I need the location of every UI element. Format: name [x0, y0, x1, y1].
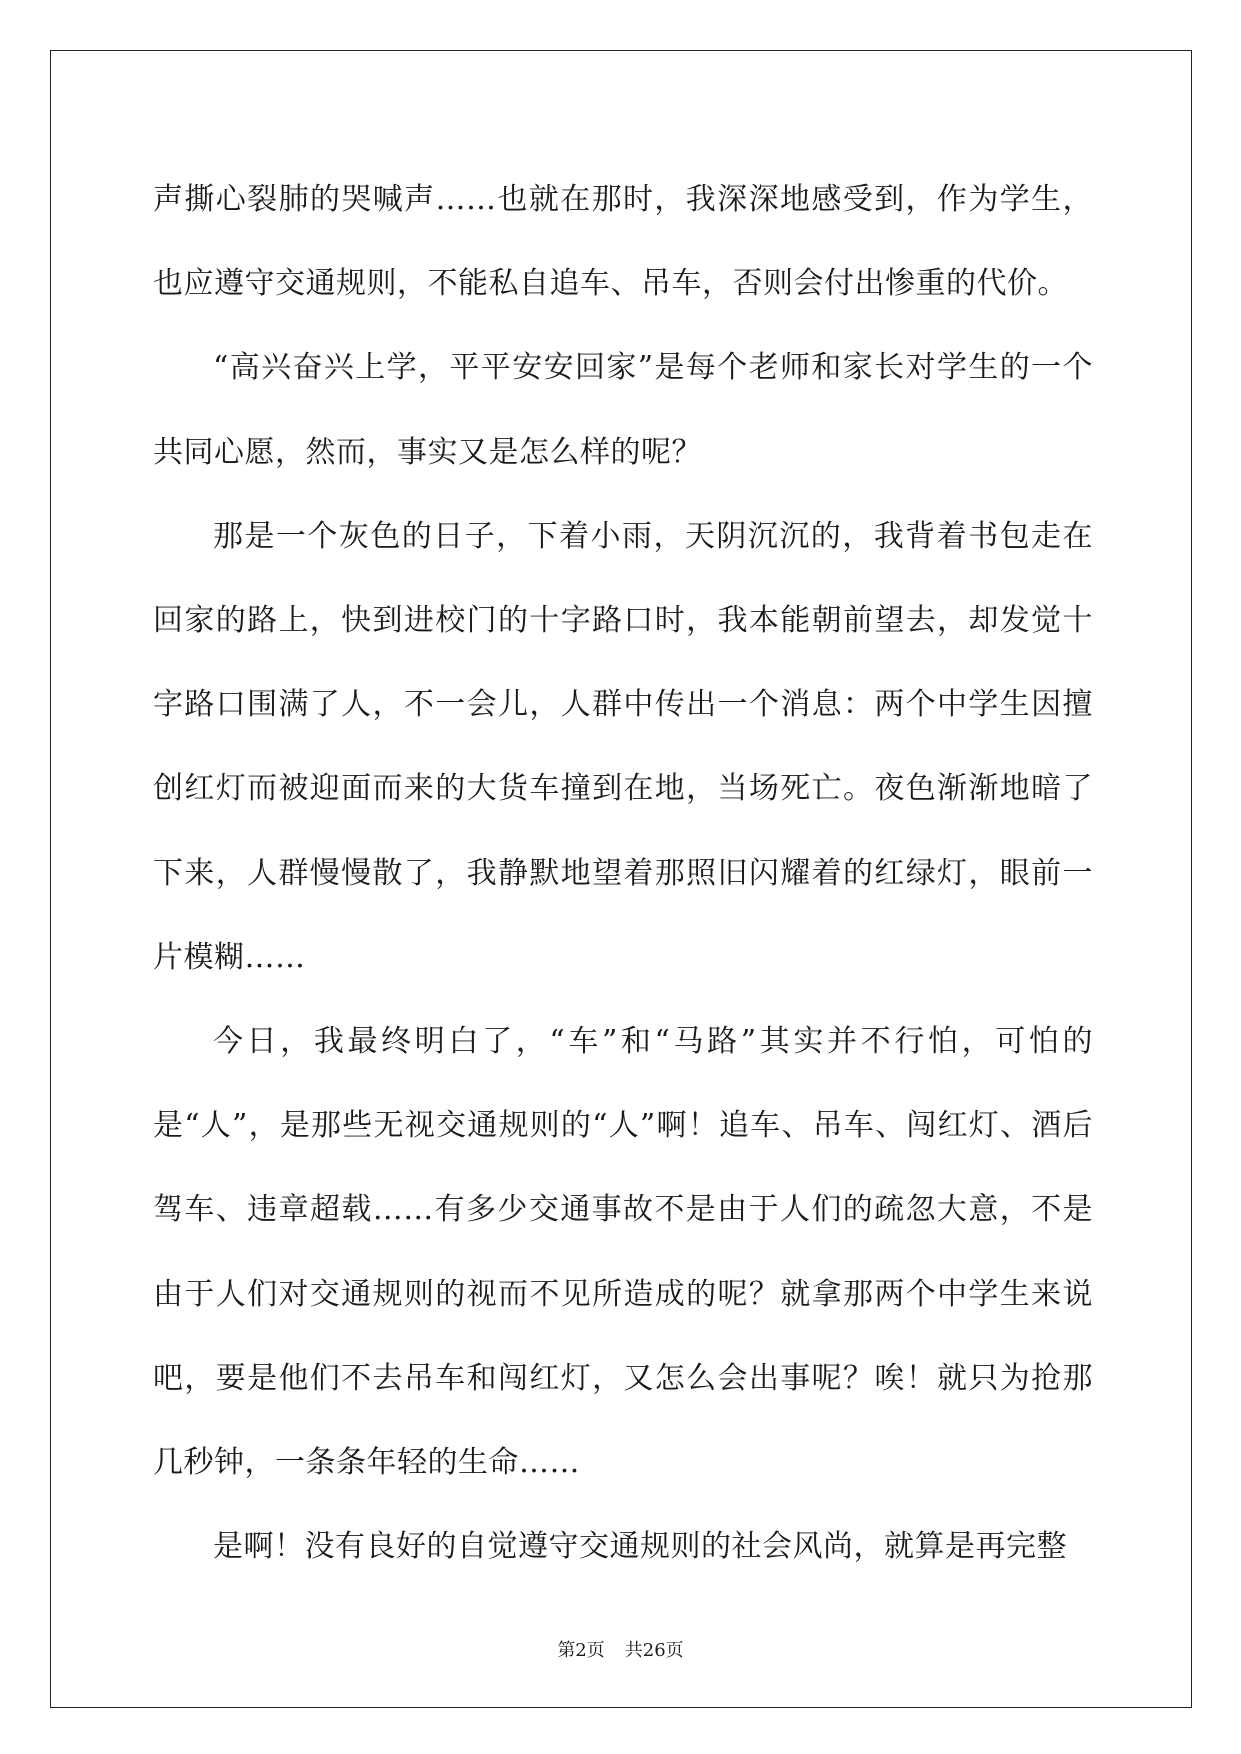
document-body	[153, 158, 1093, 1589]
page-footer	[0, 1636, 1241, 1662]
paragraph-3: 那是一个灰色的日子，下着小雨，天阴沉沉的，我背着书包走在回家的路上，快到进校门的十字路口时，我本能朝前望去，却发觉十字路口围满了人，不一会儿，人群中传出一个消息：两个中学生因擅创红灯而被迎面而来的大货车撞到在地，当场死亡。夜色渐渐地暗了下来，人群慢慢散了，我静默地望着那照旧闪耀着的红绿灯，眼前一片模糊……	[153, 518, 1093, 975]
paragraph-4: 今日，我最终明白了，“车”和“马路”其实并不行怕，可怕的是“人”，是那些无视交通规则的“人”啊！追车、吊车、闯红灯、酒后驾车、违章超载……有多少交通事故不是由于人们的疏忽大意，不是由于人们对交通规则的视而不见所造成的呢？就拿那两个中学生来说吧，要是他们不去吊车和闯红灯，又怎么会出事呢？唉！就只为抢那几秒钟，一条条年轻的生命……	[153, 1024, 1093, 1481]
paragraph-1: 声撕心裂肺的哭喊声……也就在那时，我深深地感受到，作为学生，也应遵守交通规则，不能私自追车、吊车，否则会付出惨重的代价。	[153, 182, 1093, 302]
page-total: 共26页	[624, 1640, 684, 1661]
paragraph-2: “高兴奋兴上学，平平安安回家”是每个老师和家长对学生的一个共同心愿，然而，事实又是怎么样的呢？	[153, 350, 1093, 470]
page-number: 第2页	[557, 1640, 605, 1661]
paragraph-5: 是啊！没有良好的自觉遵守交通规则的社会风尚，就算是再完整	[213, 1529, 1067, 1565]
